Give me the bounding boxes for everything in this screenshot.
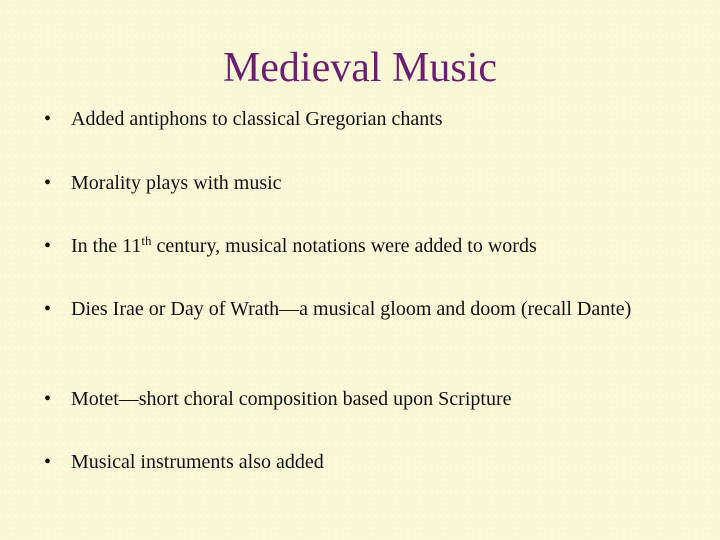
slide-title: Medieval Music: [222, 45, 498, 91]
bullet-item: [44, 450, 694, 474]
bullet-text: Motet—short choral composition based upon Scripture: [71, 388, 512, 410]
bullet-text-part: century, musical notations were added to words: [151, 235, 537, 257]
bullet-text: Dies Irae or Day of Wrath—a musical gloom and doom (recall Dante): [71, 298, 632, 320]
bullet-item: [44, 171, 694, 195]
bullet-text: Musical instruments also added: [71, 451, 324, 473]
bullet-icon: •: [44, 172, 52, 194]
bullet-item: [44, 234, 694, 258]
bullet-item: [44, 297, 694, 321]
bullet-text: Added antiphons to classical Gregorian chants: [71, 108, 443, 130]
bullet-icon: •: [44, 451, 52, 473]
bullet-item: [44, 107, 694, 131]
bullet-text: Morality plays with music: [71, 172, 282, 194]
bullet-icon: •: [44, 108, 52, 130]
ordinal-superscript: th: [141, 233, 152, 248]
bullet-item: [44, 387, 694, 411]
bullet-text-part: In the 11: [71, 235, 142, 257]
bullet-icon: •: [44, 388, 52, 410]
bullet-text: [71, 234, 694, 258]
bullet-icon: •: [44, 298, 52, 320]
bullet-icon: •: [44, 235, 52, 257]
